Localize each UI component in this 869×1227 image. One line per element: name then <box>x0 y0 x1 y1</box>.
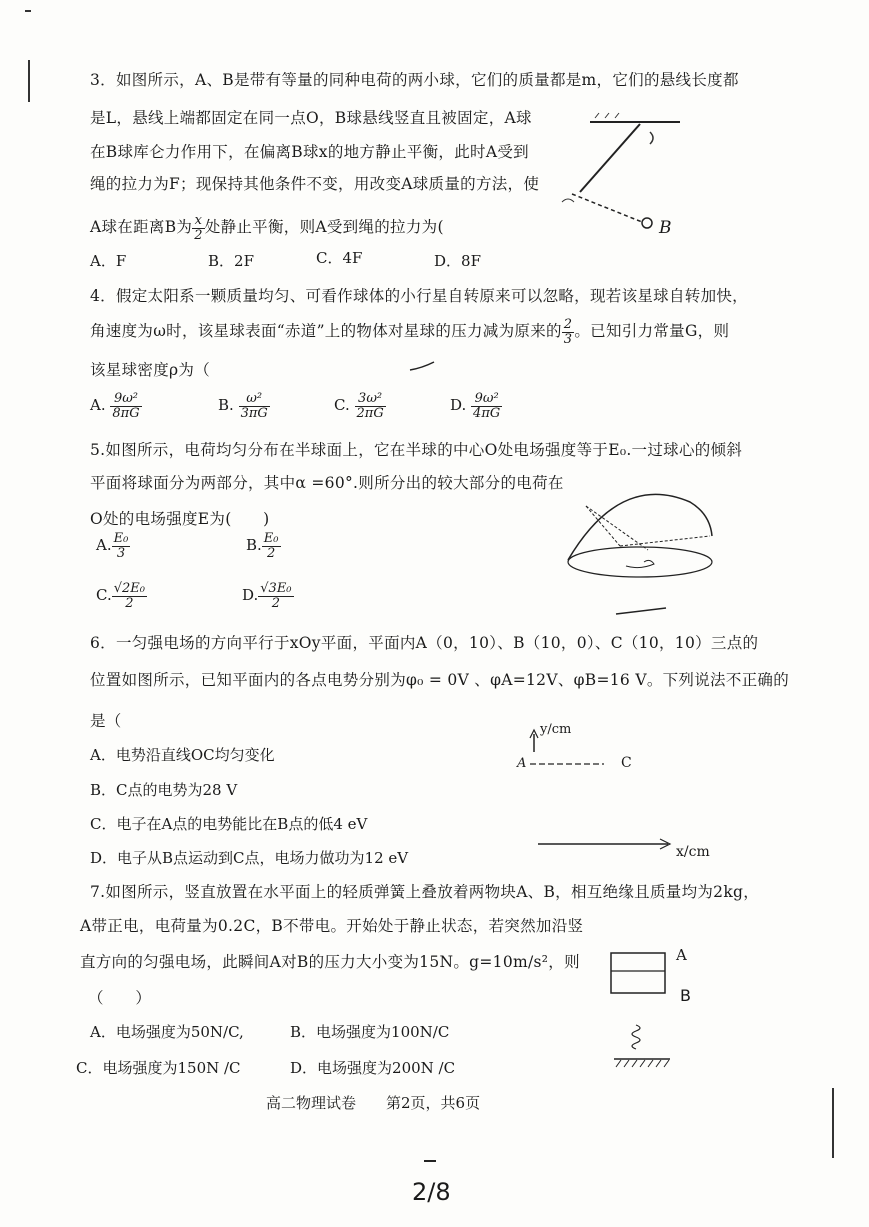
q3-line-4: 绳的拉力为F；现保持其他条件不变，用改变A球质量的方法，使 <box>90 175 540 193</box>
q5-option-b: B. $\frac{\text{E₀}}{2}$ <box>246 531 279 561</box>
q3-option-a: A．F <box>90 252 127 270</box>
q7-block-a-label: A <box>676 946 687 964</box>
q3-figure-label-b: B <box>659 218 672 238</box>
scan-mark-top <box>25 10 31 12</box>
q6-point-a-label: A <box>517 756 527 771</box>
q6-option-c: C．电子在A点的电势能比在B点的低4 eV <box>90 815 368 833</box>
q5-hemisphere-figure <box>560 486 720 618</box>
scan-mark-right <box>832 1088 834 1158</box>
q3-option-d: D．8F <box>434 252 481 270</box>
q5-line-1: 5.如图所示，电荷均匀分布在半球面上，它在半球的中心O处电场强度等于E₀.一过球心的倾斜 <box>90 441 743 459</box>
q6-line-2: 位置如图所示，已知平面内的各点电势分别为φ₀ = 0V 、φA=12V、φB=16 V。下列说法不正确的 <box>90 671 790 689</box>
q5-line-3: O处的电场强度E为( ) <box>90 510 270 528</box>
q5-line-2: 平面将球面分为两部分，其中α =60°.则所分出的较大部分的电荷在 <box>90 474 564 492</box>
page-indicator: 2/8 <box>412 1178 451 1206</box>
q7-line-4: （ ） <box>88 989 152 1007</box>
q4-line-2b: 。已知引力常量G，则 <box>574 322 730 341</box>
q7-option-b: B．电场强度为100N/C <box>290 1023 450 1041</box>
q3-line-5 <box>90 214 444 242</box>
scan-mark-left <box>28 60 30 102</box>
footer-dash <box>424 1160 436 1162</box>
q7-line-1: 7.如图所示，竖直放置在水平面上的轻质弹簧上叠放着两物块A、B，相互绝缘且质量均为2kg， <box>90 883 760 901</box>
q3-option-c: C．4F <box>316 249 363 267</box>
q4-option-a: A. $\frac{\text{9ω²}}{8\pi G}$ <box>90 391 140 421</box>
q7-option-a: A．电场强度为50N/C, <box>90 1023 244 1041</box>
q6-y-axis-label: y/cm <box>540 722 572 737</box>
q5-option-c: C. $\frac{\text{√2E₀}}{2}$ <box>96 581 145 611</box>
q5-option-a: A. $\frac{\text{E₀}}{3}$ <box>96 531 129 561</box>
q7-block-b-label: B <box>680 986 691 1005</box>
q7-spring-blocks-figure <box>600 945 690 1075</box>
q6-axes-figure <box>510 718 710 858</box>
q6-option-a: A．电势沿直线OC均匀变化 <box>90 746 275 764</box>
q3-fraction: $\frac{x}{2}$ <box>194 213 203 243</box>
q4-line-2a: 角速度为ω时，该星球表面“赤道”上的物体对星球的压力减为原来的 <box>90 322 562 341</box>
q4-option-d: D. $\frac{\text{9ω²}}{4\pi G}$ <box>450 391 501 421</box>
page-footer: 高二物理试卷 第2页，共6页 <box>266 1094 481 1112</box>
q3-line-5a: A球在距离B为 <box>90 218 193 237</box>
q6-x-axis-label: x/cm <box>676 844 710 860</box>
q3-option-b: B．2F <box>208 252 254 270</box>
q7-line-3: 直方向的匀强电场，此瞬间A对B的压力大小变为15N。g=10m/s²，则 <box>80 953 580 971</box>
q4-line-3: 该星球密度ρ为（ <box>90 361 211 379</box>
q3-line-5b: 处静止平衡，则A受到绳的拉力为( <box>204 218 444 237</box>
q4-mark <box>408 360 438 374</box>
q3-line-3: 在B球库仑力作用下，在偏离B球x的地方静止平衡，此时A受到 <box>90 143 529 161</box>
q4-line-1: 4．假定太阳系一颗质量均匀、可看作球体的小行星自转原来可以忽略，现若该星球自转加快， <box>90 287 748 305</box>
q7-option-c: C．电场强度为150N /C <box>76 1059 241 1077</box>
q3-pendulum-figure <box>550 110 700 240</box>
q6-line-1: 6．一匀强电场的方向平行于xOy平面，平面内A（0，10）、B（10，0）、C（10，10）三点的 <box>90 634 759 652</box>
q6-line-3: 是（ <box>90 712 122 730</box>
q4-line-2 <box>90 318 729 346</box>
q4-option-b: B. $\frac{\text{ω²}}{3\pi G}$ <box>218 391 268 421</box>
q7-option-d: D．电场强度为200N /C <box>290 1059 456 1077</box>
q6-option-d: D．电子从B点运动到C点，电场力做功为12 eV <box>90 849 409 867</box>
q4-option-c: C. $\frac{\text{3ω²}}{2\pi G}$ <box>334 391 384 421</box>
q6-option-b: B．C点的电势为28 V <box>90 781 238 799</box>
q7-line-2: A带正电，电荷量为0.2C，B不带电。开始处于静止状态，若突然加沿竖 <box>80 917 584 935</box>
q6-point-c-label: C <box>621 755 632 771</box>
q3-line-2: 是L，悬线上端都固定在同一点O，B球悬线竖直且被固定，A球 <box>90 109 532 127</box>
q4-fraction: $\frac{2}{3}$ <box>563 317 573 347</box>
q5-option-d: D. $\frac{\text{√3E₀}}{2}$ <box>242 581 292 611</box>
q3-line-1: 3．如图所示，A、B是带有等量的同种电荷的两小球，它们的质量都是m，它们的悬线长度都 <box>90 71 739 89</box>
